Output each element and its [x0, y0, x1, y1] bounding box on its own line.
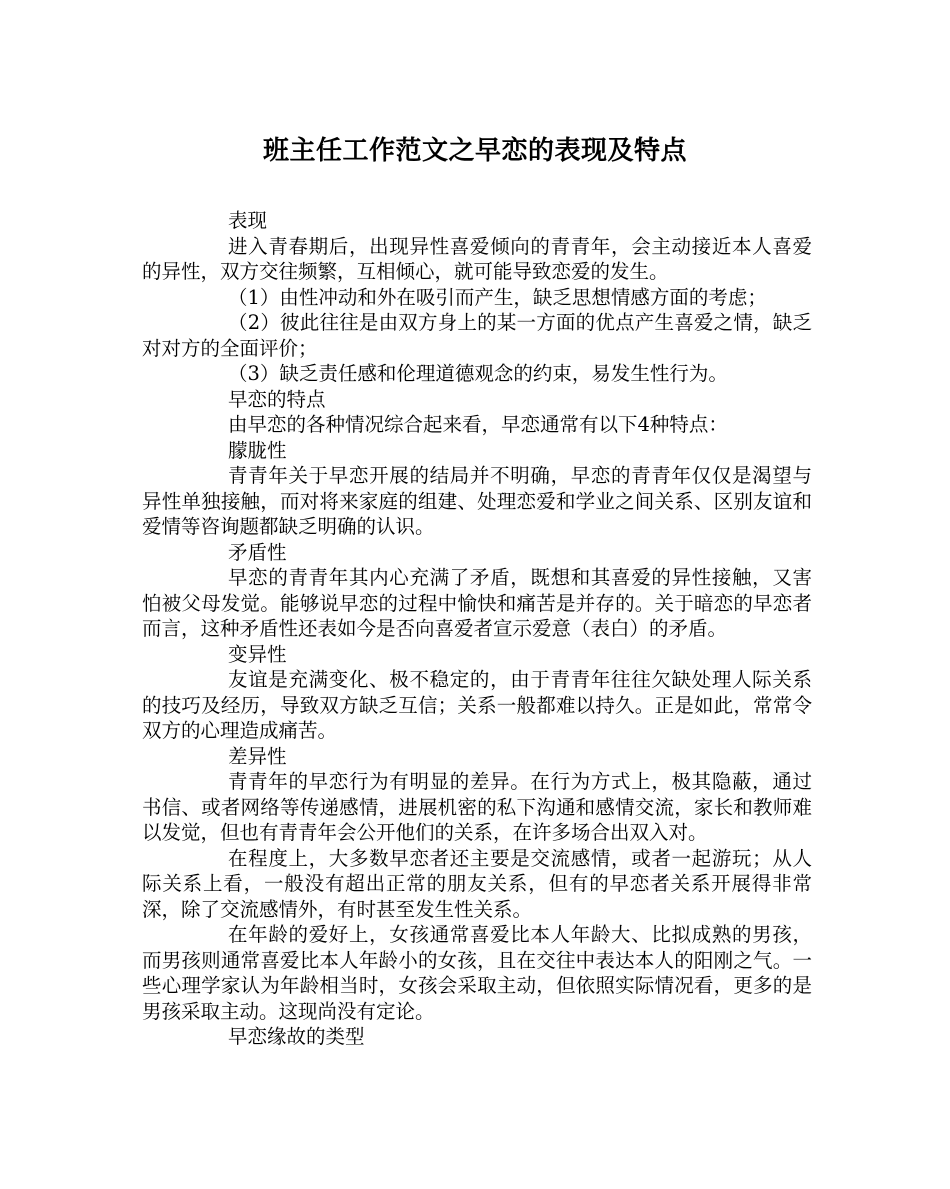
heading-characteristics: 早恋的特点: [228, 387, 326, 411]
paragraph-summary: 由早恋的各种情况综合起来看，早恋通常有以下4种特点：: [228, 413, 728, 436]
document-body: [142, 208, 812, 1050]
subheading-variability: 变异性: [228, 642, 287, 666]
heading-causes: 早恋缘故的类型: [228, 1025, 365, 1048]
list-item-2: （2）彼此往往是由双方身上的某一方面的优点产生喜爱之情，缺乏对对方的全面评价；: [142, 311, 812, 360]
heading-expression: 表现: [228, 209, 268, 232]
list-item-3: （3）缺乏责任感和伦理道德观念的约束，易发生性行为。: [228, 362, 728, 385]
paragraph-contradiction: 早恋的青青年其内心充满了矛盾，既想和其喜爱的异性接触，又害怕被父母发觉。能够说早恋的过程中愉快和痛苦是并存的。关于暗恋的早恋者而言，这种矛盾性还表如今是否向喜爱者宣示爱意（表白）的矛盾。: [142, 566, 812, 640]
paragraph-difference-age: 在年龄的爱好上，女孩通常喜爱比本人年龄大、比拟成熟的男孩，而男孩则通常喜爱比本人年龄小的女孩，且在交往中表达本人的阳刚之气。一些心理学家认为年龄相当时，女孩会采取主动，但依照实际情况看，更多的是男孩采取主动。这现尚没有定论。: [142, 923, 812, 1023]
subheading-contradiction: 矛盾性: [228, 540, 287, 564]
document-title: 班主任工作范文之早恋的表现及特点: [262, 136, 687, 166]
list-item-1: （1）由性冲动和外在吸引而产生，缺乏思想情感方面的考虑；: [228, 285, 767, 309]
paragraph-vagueness: 青青年关于早恋开展的结局并不明确，早恋的青青年仅仅是渴望与异性单独接触，而对将来家庭的组建、处理恋爱和学业之间关系、区别友谊和爱情等咨询题都缺乏明确的认识。: [142, 464, 812, 538]
paragraph-difference-degree: 在程度上，大多数早恋者还主要是交流感情，或者一起游玩；从人际关系上看，一般没有超出正常的朋友关系，但有的早恋者关系开展得非常深，除了交流感情外，有时甚至发生性关系。: [142, 846, 812, 921]
paragraph-difference-behavior: 青青年的早恋行为有明显的差异。在行为方式上，极其隐蔽，通过书信、或者网络等传递感情，进展机密的私下沟通和感情交流，家长和教师难以发觉，但也有青青年会公开他们的关系，在许多场合出双入对。: [142, 770, 812, 844]
paragraph-intro: 进入青春期后，出现异性喜爱倾向的青青年，会主动接近本人喜爱的异性，双方交往频繁，互相倾心，就可能导致恋爱的发生。: [142, 234, 812, 283]
subheading-vagueness: 朦胧性: [228, 438, 287, 462]
paragraph-variability: 友谊是充满变化、极不稳定的，由于青青年往往欠缺处理人际关系的技巧及经历，导致双方缺乏互信；关系一般都难以持久。正是如此，常常令双方的心理造成痛苦。: [142, 668, 812, 742]
subheading-difference: 差异性: [228, 744, 287, 768]
